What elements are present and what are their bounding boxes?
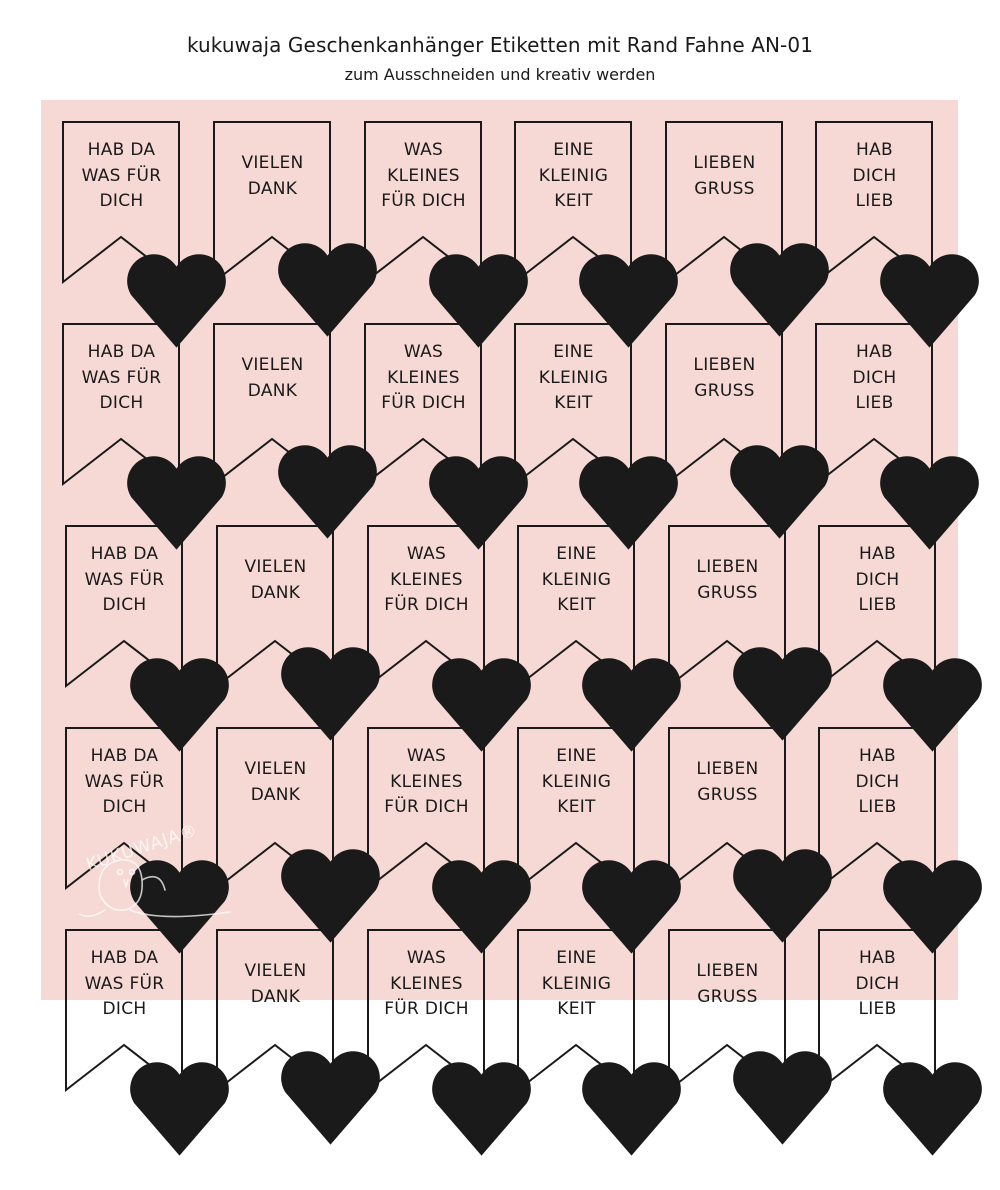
tag-label	[818, 542, 937, 619]
tag-label-line: EINE	[556, 948, 597, 968]
tag-label-line: VIELEN	[244, 961, 307, 981]
gift-tag	[367, 727, 486, 891]
tag-label-line: VIELEN	[241, 153, 304, 173]
gift-tag	[668, 727, 787, 891]
tag-label-line: FÜR DICH	[384, 999, 469, 1019]
gift-tag	[517, 929, 636, 1093]
gift-tag	[367, 525, 486, 689]
tag-label-line: KLEINIG	[541, 569, 612, 590]
tag-label	[818, 744, 937, 821]
gift-tag	[815, 323, 934, 487]
tag-label-line: HAB	[859, 746, 896, 766]
gift-tag	[818, 727, 937, 891]
tag-label-line: LIEB	[855, 393, 894, 413]
tag-label-line: DANK	[247, 380, 298, 401]
tag-label-line: DICH	[855, 973, 900, 994]
gift-tag	[668, 525, 787, 689]
gift-tag	[514, 323, 633, 487]
tag-label-line: HAB	[859, 948, 896, 968]
tag-label-line: GRUSS	[697, 582, 758, 603]
tag-label-line: HAB DA	[87, 342, 156, 362]
tag-label-line: VIELEN	[244, 557, 307, 577]
tag-label-line: DICH	[102, 797, 147, 817]
tag-label-line: EINE	[553, 140, 594, 160]
tag-label	[213, 353, 332, 404]
tag-label-line: VIELEN	[241, 355, 304, 375]
tag-label	[216, 757, 335, 808]
tag-label-line: HAB DA	[90, 544, 159, 564]
tag-label-line: DANK	[250, 582, 301, 603]
tag-label-line: HAB DA	[90, 948, 159, 968]
tag-label-line: LIEB	[858, 999, 897, 1019]
tag-label-line: KLEINES	[390, 973, 463, 994]
tag-label-line: FÜR DICH	[384, 595, 469, 615]
tag-label-line: HAB DA	[87, 140, 156, 160]
tag-label-line: GRUSS	[697, 986, 758, 1007]
tag-label	[815, 138, 934, 215]
tag-label-line: DANK	[250, 784, 301, 805]
tag-label-line: EINE	[553, 342, 594, 362]
tag-label	[818, 946, 937, 1023]
tag-label	[65, 542, 184, 619]
tag-label-line: WAS FÜR	[84, 771, 165, 792]
gift-tag	[665, 323, 784, 487]
tag-label	[665, 353, 784, 404]
gift-tag	[213, 121, 332, 285]
tag-label-line: KLEINES	[390, 569, 463, 590]
tag-label-line: LIEBEN	[696, 961, 759, 981]
tag-label	[216, 555, 335, 606]
tag-label-line: WAS	[403, 140, 444, 160]
tag-label-line: HAB	[856, 140, 893, 160]
tag-label	[213, 151, 332, 202]
tag-label-line: DICH	[855, 771, 900, 792]
tag-label-line: FÜR DICH	[381, 191, 466, 211]
tag-label	[62, 340, 181, 417]
tag-label	[668, 555, 787, 606]
gift-tag	[517, 727, 636, 891]
tag-label	[364, 138, 483, 215]
gift-tag	[65, 525, 184, 689]
watermark-logo	[70, 810, 240, 930]
gift-tag	[62, 121, 181, 285]
page-subtitle: zum Ausschneiden und kreativ werden	[344, 65, 656, 84]
tag-label-line: KLEINIG	[541, 973, 612, 994]
tag-label-line: DICH	[852, 367, 897, 388]
tag-label	[514, 340, 633, 417]
tag-label-line: WAS	[406, 746, 447, 766]
heart-icon	[873, 1026, 992, 1190]
tag-label-line: LIEB	[855, 191, 894, 211]
tag-label-line: KLEINIG	[541, 771, 612, 792]
tag-label-line: GRUSS	[694, 178, 755, 199]
page-title: kukuwaja Geschenkanhänger Etiketten mit Rand Fahne AN-01	[186, 33, 814, 57]
tag-label-line: WAS FÜR	[81, 367, 162, 388]
gift-tag	[818, 525, 937, 689]
tag-label-line: EINE	[556, 544, 597, 564]
tag-label	[668, 959, 787, 1010]
gift-tag	[818, 929, 937, 1093]
tag-label-line: GRUSS	[694, 380, 755, 401]
tag-label-line: LIEB	[858, 797, 897, 817]
tag-label-line: KLEINES	[390, 771, 463, 792]
tag-label-line: LIEBEN	[693, 153, 756, 173]
tag-label-line: KEIT	[554, 191, 593, 211]
tag-label-line: HAB	[859, 544, 896, 564]
tag-label-line: KLEINIG	[538, 165, 609, 186]
gift-tag	[514, 121, 633, 285]
gift-tag	[367, 929, 486, 1093]
gift-tag	[216, 929, 335, 1093]
tag-label-line: VIELEN	[244, 759, 307, 779]
tag-label-line: KEIT	[557, 797, 596, 817]
gift-tag	[665, 121, 784, 285]
tag-label-line: DICH	[852, 165, 897, 186]
tag-label-line: WAS	[403, 342, 444, 362]
watermark-text: KUKUWAJA®	[83, 820, 201, 876]
gift-tag	[517, 525, 636, 689]
tag-label-line: WAS	[406, 544, 447, 564]
tag-label-line: KLEINES	[387, 165, 460, 186]
tag-label-line: GRUSS	[697, 784, 758, 805]
tag-label-line: DANK	[247, 178, 298, 199]
tag-label-line: EINE	[556, 746, 597, 766]
tag-label-line: HAB DA	[90, 746, 159, 766]
gift-tag	[815, 121, 934, 285]
tag-label-line: KEIT	[554, 393, 593, 413]
tag-label	[665, 151, 784, 202]
tag-label-line: LIEBEN	[693, 355, 756, 375]
tag-label-line: DICH	[99, 393, 144, 413]
tag-label-line: FÜR DICH	[381, 393, 466, 413]
tag-label-line: LIEB	[858, 595, 897, 615]
tag-label	[668, 757, 787, 808]
tag-label-line: DANK	[250, 986, 301, 1007]
gift-tag	[213, 323, 332, 487]
tag-label	[514, 138, 633, 215]
tag-label	[367, 542, 486, 619]
tag-label-line: KEIT	[557, 999, 596, 1019]
tag-label-line: KEIT	[557, 595, 596, 615]
tag-label	[62, 138, 181, 215]
tag-label	[65, 946, 184, 1023]
tag-label-line: HAB	[856, 342, 893, 362]
gift-tag	[364, 121, 483, 285]
tag-label-line: DICH	[855, 569, 900, 590]
gift-tag	[364, 323, 483, 487]
tag-label-line: LIEBEN	[696, 557, 759, 577]
tag-label	[364, 340, 483, 417]
gift-tag	[62, 323, 181, 487]
tag-label-line: FÜR DICH	[384, 797, 469, 817]
gift-tag	[65, 929, 184, 1093]
tag-label-line: KLEINES	[387, 367, 460, 388]
tag-label-line: WAS	[406, 948, 447, 968]
gift-tag	[668, 929, 787, 1093]
gift-tag	[216, 525, 335, 689]
tag-label	[517, 542, 636, 619]
tag-label-line: DICH	[99, 191, 144, 211]
tag-label	[517, 946, 636, 1023]
tag-label	[815, 340, 934, 417]
tag-label-line: WAS FÜR	[81, 165, 162, 186]
tag-label	[517, 744, 636, 821]
tag-label	[367, 744, 486, 821]
tag-label-line: LIEBEN	[696, 759, 759, 779]
tag-label-line: DICH	[102, 999, 147, 1019]
tag-label-line: WAS FÜR	[84, 569, 165, 590]
tag-label-line: DICH	[102, 595, 147, 615]
tag-label	[367, 946, 486, 1023]
tag-label-line: KLEINIG	[538, 367, 609, 388]
tag-label-line: WAS FÜR	[84, 973, 165, 994]
tag-label	[216, 959, 335, 1010]
